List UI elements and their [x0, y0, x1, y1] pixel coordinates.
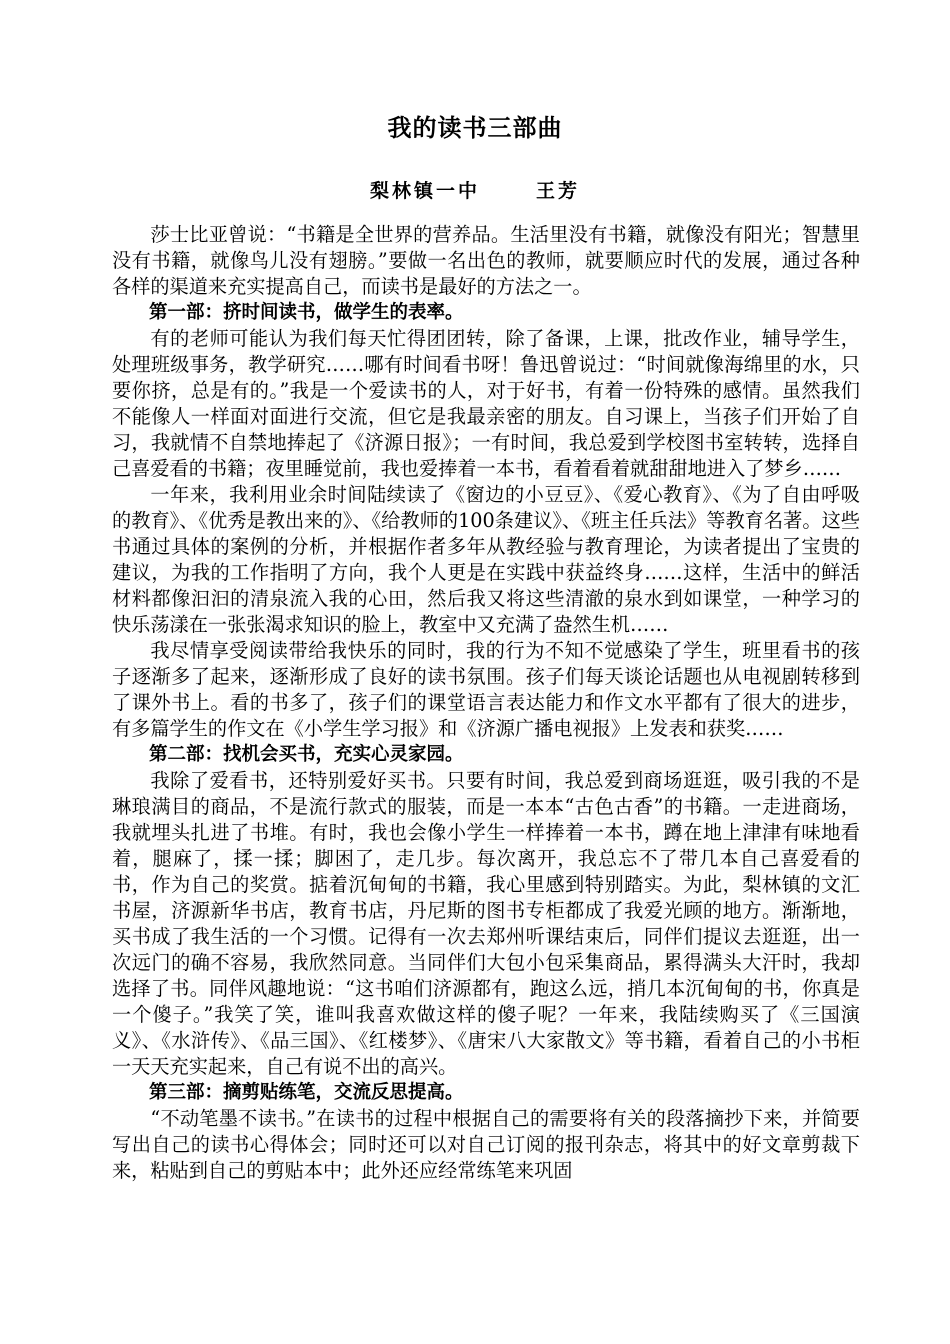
- section-heading: 第三部：摘剪贴练笔，交流反思提高。: [149, 1082, 464, 1103]
- body-paragraph: 我除了爱看书，还特别爱好买书。只要有时间，我总爱到商场逛逛，吸引我的不是琳琅满目的商品，不是流行款式的服装，而是一本本“古色古香”的书籍。一走进商场，我就埋头扎进了书堆。有时，我也会像小学生一样捧着一本书，蹲在地上津津有味地看着，腿麻了，揉一揉；脚困了，走几步。每次离开，我总忘不了带几本自己喜爱看的书，作为自己的奖赏。掂着沉甸甸的书籍，我心里感到特别踏实。为此，梨林镇的文汇书屋，济源新华书店，教育书店，丹尼斯的图书专柜都成了我爱光顾的地方。渐渐地，买书成了我生活的一个习惯。记得有一次去郑州听课结束后，同伴们提议去逛逛，出一次远门的确不容易，我欣然同意。当同伴们大包小包采集商品，累得满头大汗时，我却选择了书。同伴风趣地说：“这书咱们济源都有，跑这么远，捎几本沉甸甸的书，你真是一个傻子。”我笑了笑，谁叫我喜欢做这样的傻子呢？一年来，我陆续购买了《三国演义》、《水浒传》、《品三国》、《红楼梦》、《唐宋八大家散文》等书籍，看着自己的小书柜一天天充实起来，自己有说不出的高兴。: [112, 769, 860, 1078]
- document-body: [112, 222, 860, 1184]
- author-name: 王芳: [536, 180, 581, 202]
- byline: [0, 176, 950, 203]
- body-paragraph: 一年来，我利用业余时间陆续读了《窗边的小豆豆》、《爱心教育》、《为了自由呼吸的教育》、《优秀是教出来的》、《给教师的100条建议》、《班主任兵法》等教育名著。这些书通过具体的案例的分析，并根据作者多年从教经验与教育理论，为读者提出了宝贵的建议，为我的工作指明了方向，我个人更是在实践中获益终身……这样，生活中的鲜活材料都像汩汩的清泉流入我的心田，然后我又将这些清澈的泉水到如课堂，一种学习的快乐荡漾在一张张渴求知识的脸上，教室中又充满了盎然生机……: [112, 483, 860, 636]
- body-paragraph: 莎士比亚曾说：“书籍是全世界的营养品。生活里没有书籍，就像没有阳光；智慧里没有书籍，就像鸟儿没有翅膀。”要做一名出色的教师，就要顺应时代的发展，通过各种各样的渠道来充实提高自己，而读书是最好的方法之一。: [112, 223, 860, 298]
- document-title: 我的读书三部曲: [387, 114, 563, 142]
- body-paragraph: 有的老师可能认为我们每天忙得团团转，除了备课，上课，批改作业，辅导学生，处理班级事务，教学研究……哪有时间看书呀！鲁迅曾说过：“时间就像海绵里的水，只要你挤，总是有的。”我是一个爱读书的人，对于好书，有着一份特殊的感情。虽然我们不能像人一样面对面进行交流，但它是我最亲密的朋友。自习课上，当孩子们开始了自习，我就情不自禁地捧起了《济源日报》；一有时间，我总爱到学校图书室转转，选择自己喜爱看的书籍；夜里睡觉前，我也爱捧着一本书，看着看着就甜甜地进入了梦乡……: [112, 327, 860, 480]
- section-heading: 第二部：找机会买书，充实心灵家园。: [149, 744, 464, 765]
- section-heading: 第一部：挤时间读书，做学生的表率。: [149, 302, 464, 323]
- school-name: 梨林镇一中: [369, 180, 480, 202]
- body-paragraph: 我尽情享受阅读带给我快乐的同时，我的行为不知不觉感染了学生，班里看书的孩子逐渐多了起来，逐渐形成了良好的读书氛围。孩子们每天谈论话题也从电视剧转移到了课外书上。看的书多了，孩子们的课堂语言表达能力和作文水平都有了很大的进步，有多篇学生的作文在《小学生学习报》和《济源广播电视报》上发表和获奖……: [112, 639, 860, 740]
- body-paragraph: “不动笔墨不读书。”在读书的过程中根据自己的需要将有关的段落摘抄下来，并简要写出自己的读书心得体会；同时还可以对自己订阅的报刊杂志，将其中的好文章剪裁下来，粘贴到自己的剪贴本中；此外还应经常练笔来巩固: [112, 1107, 860, 1182]
